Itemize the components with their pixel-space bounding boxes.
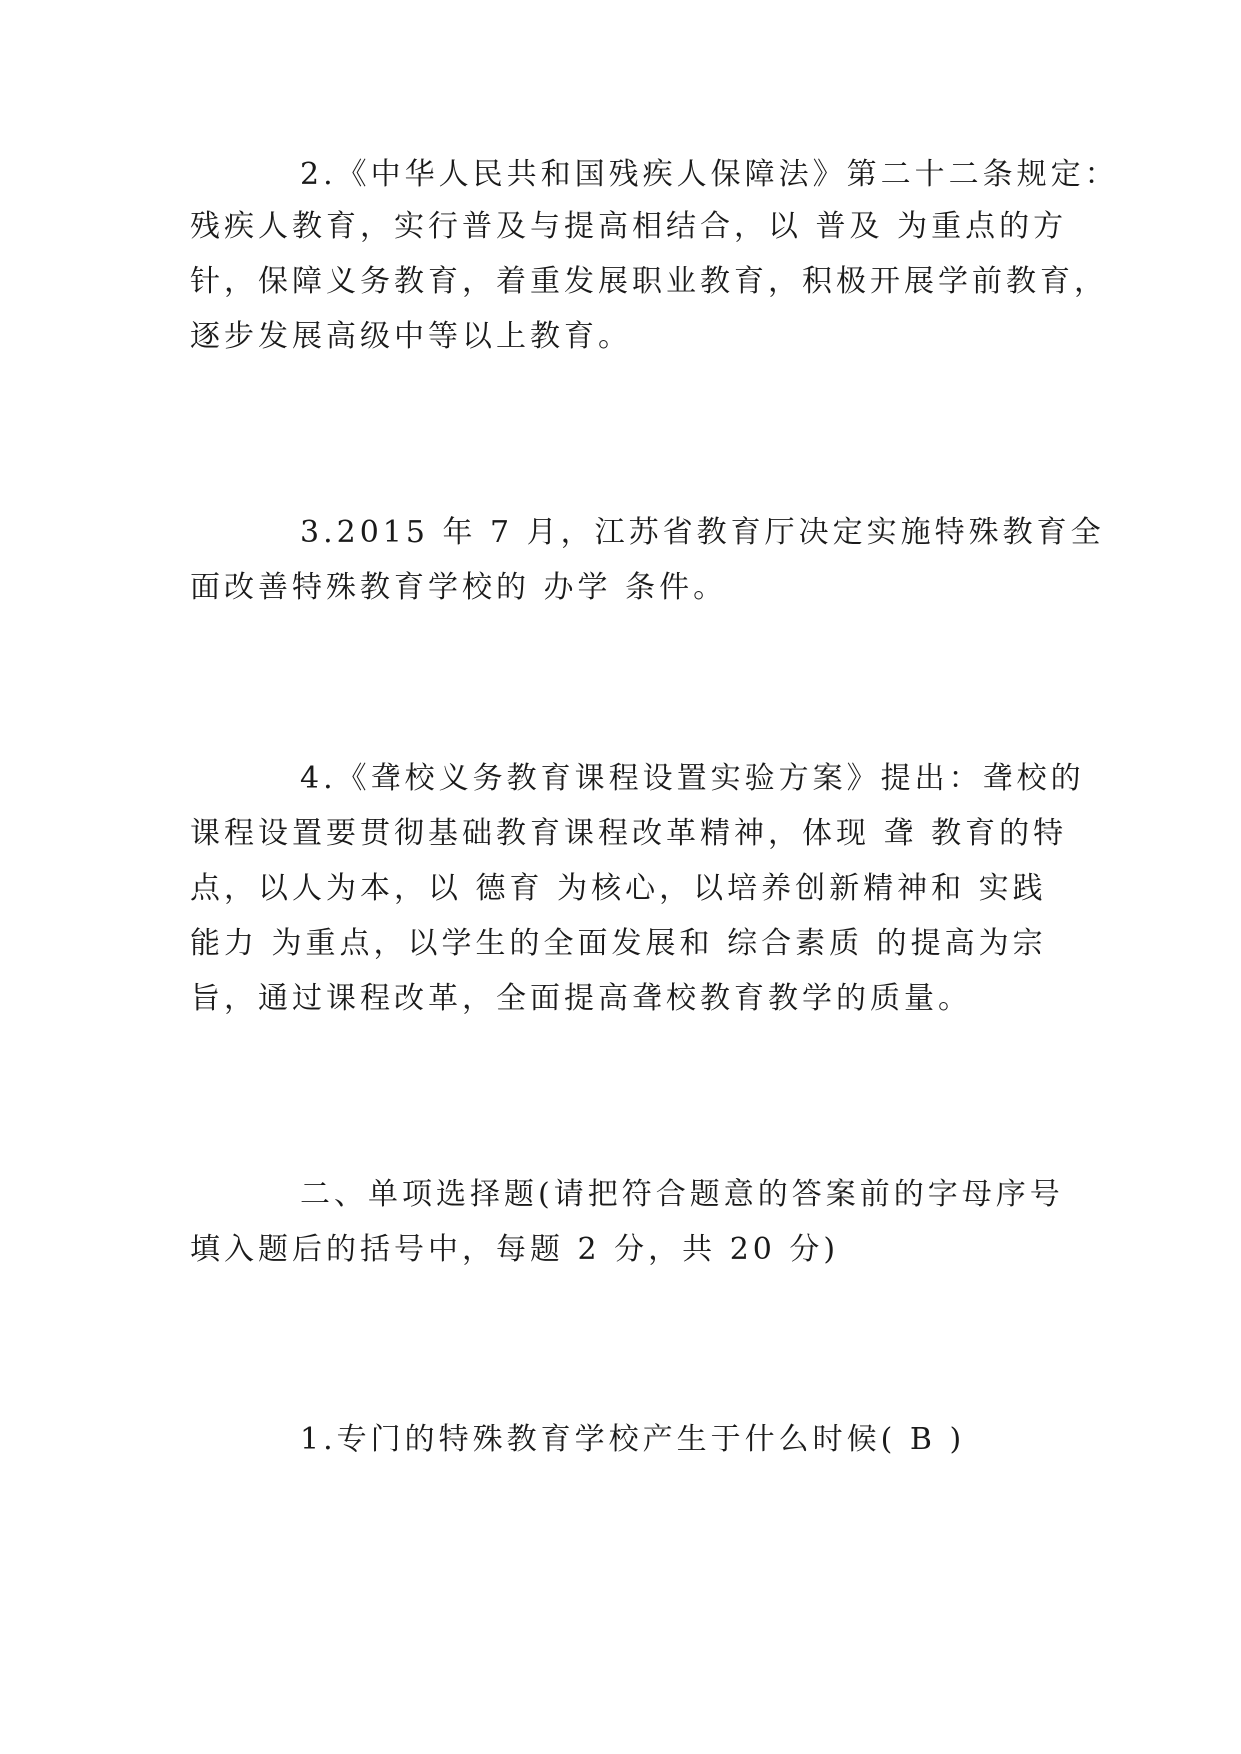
text-line: 填入题后的括号中，每题 2 分，共 20 分) [190, 1232, 840, 1267]
text-line: 残疾人教育，实行普及与提高相结合，以 普及 为重点的方 [190, 209, 1068, 244]
text-line: 2.《中华人民共和国残疾人保障法》第二十二条规定： [300, 157, 1119, 192]
text-line: 面改善特殊教育学校的 办学 条件。 [190, 570, 728, 605]
text-line: 3.2015 年 7 月，江苏省教育厅决定实施特殊教育全 [300, 515, 1105, 550]
text-line: 4.《聋校义务教育课程设置实验方案》提出：聋校的 [300, 761, 1085, 796]
text-line: 旨，通过课程改革，全面提高聋校教育教学的质量。 [190, 981, 972, 1016]
text-line: 点，以人为本，以 德育 为核心，以培养创新精神和 实践 [190, 871, 1047, 906]
text-line: 1.专门的特殊教育学校产生于什么时候( B ) [300, 1422, 966, 1457]
text-line: 能力 为重点，以学生的全面发展和 综合素质 的提高为宗 [190, 926, 1047, 961]
text-line: 二、单项选择题(请把符合题意的答案前的字母序号 [300, 1177, 1064, 1212]
text-line: 针，保障义务教育，着重发展职业教育，积极开展学前教育， [190, 264, 1108, 299]
text-line: 逐步发展高级中等以上教育。 [190, 319, 632, 354]
text-line: 课程设置要贯彻基础教育课程改革精神，体现 聋 教育的特 [190, 816, 1068, 851]
